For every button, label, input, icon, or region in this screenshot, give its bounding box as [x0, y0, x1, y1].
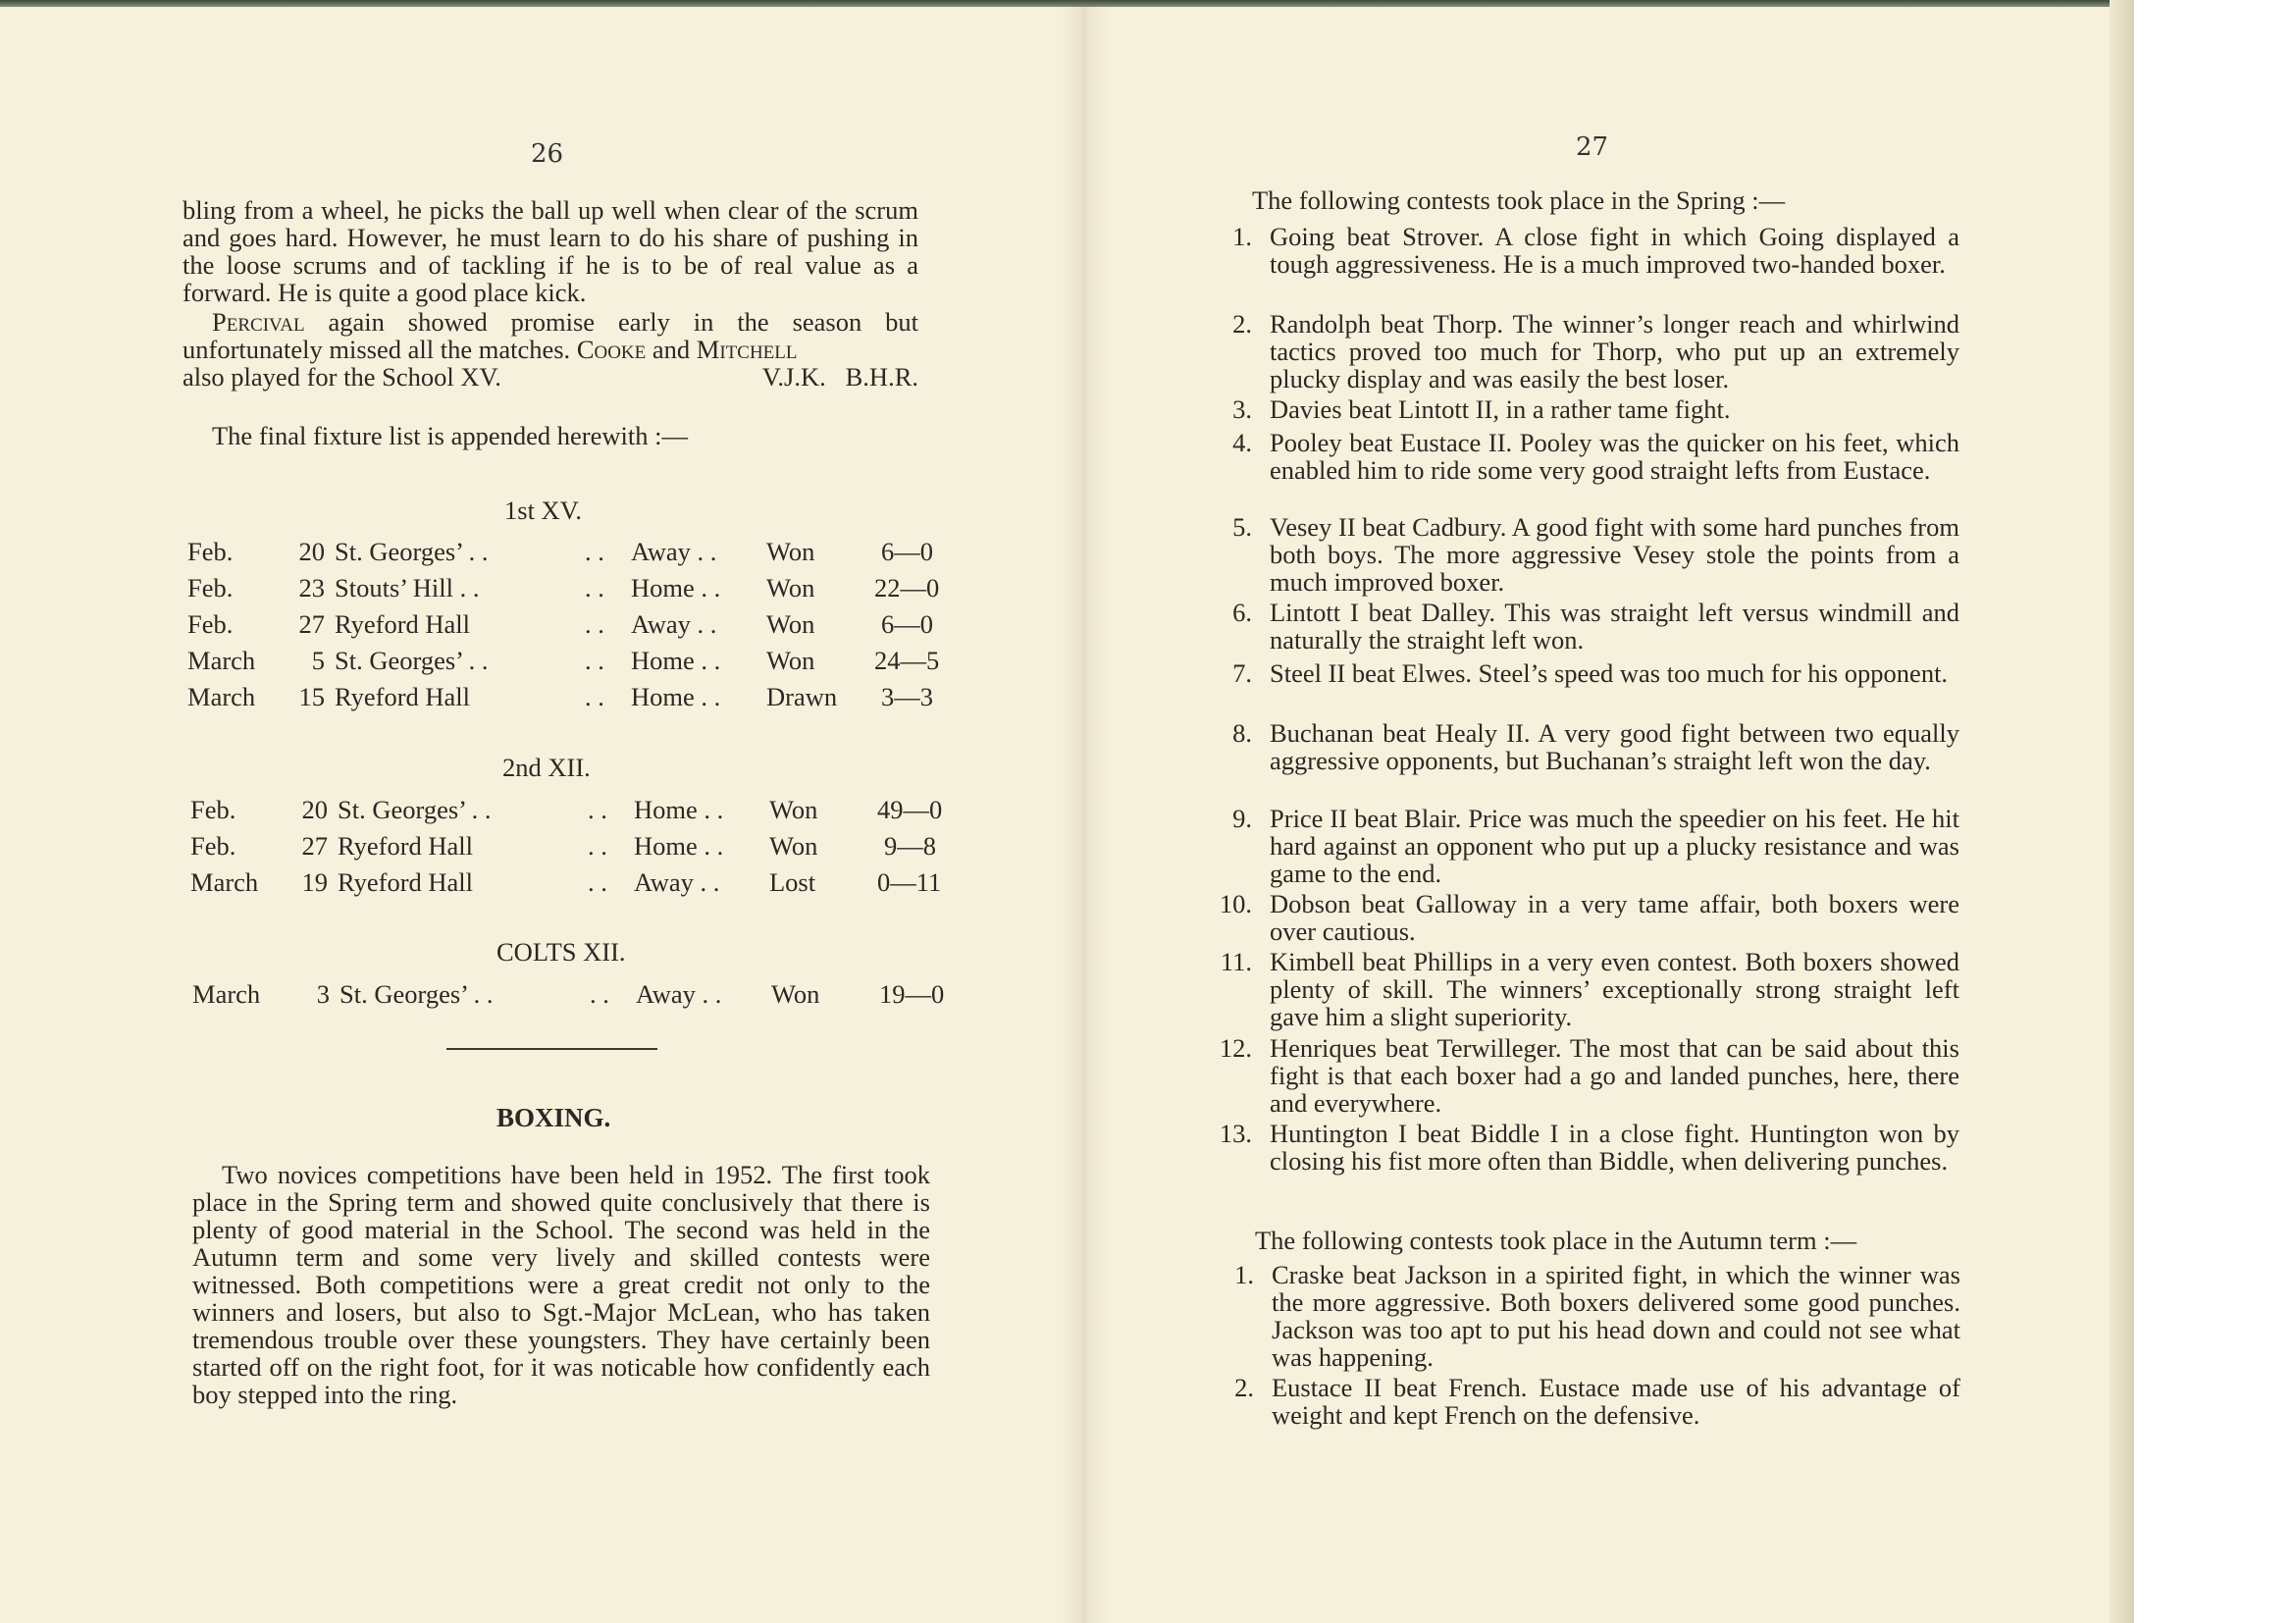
fixture-row [187, 682, 953, 711]
percival-text: again showed promise early in the season but unfortunately missed all the matches. [183, 307, 918, 364]
fixture-score: 49—0 [877, 795, 943, 824]
cooke-name: Cooke [576, 335, 647, 364]
fixture-group-title: COLTS XII. [496, 937, 626, 967]
fixture-venue: Home . . [631, 646, 721, 675]
fixture-opponent: Ryeford Hall [338, 831, 474, 861]
fixture-dots: . . [585, 609, 604, 639]
fixture-opponent: St. Georges’ . . [335, 646, 489, 675]
fixture-opponent: Ryeford Hall [335, 609, 471, 639]
contest-number: 7. [1232, 658, 1252, 688]
fixture-score: 3—3 [881, 682, 933, 711]
contest-item [1232, 718, 1959, 775]
spring-intro: The following contests took place in the Spring :— [1252, 185, 1786, 215]
contest-item [1232, 394, 1959, 424]
fixture-month: Feb. [187, 609, 234, 639]
contest-number: 5. [1232, 512, 1252, 542]
contest-item [1234, 1260, 1960, 1372]
contest-text: Kimbell beat Phillips in a very even contest. Both boxers showed plenty of skill. The winners’ exceptionally strong straight left gave him a slight superiority. [1270, 947, 1959, 1031]
also-played-line [183, 363, 918, 391]
fixture-month: March [187, 682, 256, 711]
fixture-score: 24—5 [874, 646, 940, 675]
fixture-result: Lost [769, 867, 816, 897]
fixture-dots: . . [588, 867, 607, 897]
contest-number: 1. [1232, 222, 1252, 251]
fixture-venue: Away . . [636, 979, 722, 1009]
fixture-score: 19—0 [879, 979, 945, 1009]
fixture-day: 27 [301, 831, 328, 861]
contest-text: Going beat Strover. A close fight in which Going displayed a tough aggressiveness. He is a much improved two-handed boxer. [1270, 222, 1959, 279]
fixture-venue: Away . . [634, 867, 720, 897]
contest-text: Randolph beat Thorp. The winner’s longer reach and whirlwind tactics proved too much for Thorp, who put up an extremely plucky display and was easily the best loser. [1270, 309, 1959, 393]
contest-item [1234, 1373, 1960, 1430]
contest-item [1232, 598, 1959, 654]
section-divider [446, 1048, 657, 1050]
page-edge [2110, 0, 2134, 1623]
fixture-opponent: Stouts’ Hill . . [335, 573, 480, 602]
fixture-row [187, 537, 953, 566]
fixture-row [192, 979, 958, 1009]
fixture-result: Won [766, 573, 815, 602]
fixture-row [187, 573, 953, 602]
contest-text: Buchanan beat Healy II. A very good fight between two equally aggressive opponents, but Buchanan’s straight left won the day. [1270, 718, 1959, 775]
fixture-month: Feb. [190, 831, 236, 861]
fixture-row [190, 867, 956, 897]
fixture-venue: Away . . [631, 537, 717, 566]
book-gutter [1060, 0, 1109, 1623]
autumn-intro: The following contests took place in the Autumn term :— [1255, 1226, 1857, 1255]
and-text: and [646, 335, 697, 364]
fixture-score: 0—11 [877, 867, 942, 897]
fixture-venue: Away . . [631, 609, 717, 639]
fixture-month: Feb. [187, 573, 234, 602]
fixture-dots: . . [585, 573, 604, 602]
fixture-day: 15 [298, 682, 325, 711]
boxing-paragraph-text: Two novices competitions have been held in 1952. The first took place in the Spring term and showed quite conclusively that there is plenty of good material in the School. The second was held in the Autumn term and some very lively and skilled contests were witnessed. Both competitions were a great credit not only to the winners and losers, but also to Sgt.-Major McLean, who has taken tremendous trouble over these youngsters. They have certainly been started off on the right foot, for it was noticable how confidently each boy stepped into the ring. [192, 1160, 930, 1409]
contest-item [1232, 222, 1959, 279]
fixture-day: 23 [298, 573, 325, 602]
contest-item [1232, 658, 1959, 688]
fixture-opponent: St. Georges’ . . [338, 795, 492, 824]
contest-number: 1. [1234, 1260, 1254, 1289]
fixture-result: Drawn [766, 682, 838, 711]
page-number-right: 27 [1576, 132, 1609, 162]
contest-item [1219, 1033, 1959, 1118]
fixture-opponent: Ryeford Hall [335, 682, 471, 711]
contest-item [1232, 804, 1959, 888]
contest-number: 9. [1232, 804, 1252, 833]
contest-number: 10. [1219, 889, 1252, 918]
fixture-row [187, 646, 953, 675]
contest-text: Dobson beat Galloway in a very tame affair, both boxers were over cautious. [1270, 889, 1959, 946]
left-page-body [183, 196, 918, 391]
percival-name: Percival [212, 307, 305, 337]
contest-number: 3. [1232, 394, 1252, 424]
intro-paragraph: bling from a wheel, he picks the ball up well when clear of the scrum and goes hard. However, he must learn to do his share of pushing in the loose scrums and of tackling if he is to be of real value as a forward. He is quite a good place kick. [183, 195, 918, 307]
contest-text: Vesey II beat Cadbury. A good fight with some hard punches from both boys. The more aggressive Vesey stole the points from a much improved boxer. [1270, 512, 1959, 597]
fixture-score: 9—8 [884, 831, 936, 861]
fixture-day: 3 [316, 979, 330, 1009]
fixture-opponent: St. Georges’ . . [335, 537, 489, 566]
fixture-result: Won [766, 646, 815, 675]
fixture-result: Won [769, 831, 818, 861]
fixture-month: March [192, 979, 261, 1009]
fixture-result: Won [771, 979, 820, 1009]
contest-item [1232, 512, 1959, 597]
signature: V.J.K. B.H.R. [761, 362, 918, 392]
fixture-dots: . . [585, 682, 604, 711]
contest-number: 11. [1220, 947, 1252, 976]
contest-text: Lintott I beat Dalley. This was straight left versus windmill and naturally the straight left won. [1270, 598, 1959, 654]
fixture-day: 27 [298, 609, 325, 639]
contest-item [1232, 309, 1959, 393]
contest-number: 4. [1232, 428, 1252, 457]
contest-number: 6. [1232, 598, 1252, 627]
mitchell-name: Mitchell [696, 335, 798, 364]
contest-text: Davies beat Lintott II, in a rather tame fight. [1270, 394, 1731, 424]
page-number-left: 26 [531, 139, 564, 169]
fixture-month: March [187, 646, 256, 675]
contest-text: Huntington I beat Biddle I in a close fight. Huntington won by closing his fist more often than Biddle, when delivering punches. [1270, 1119, 1959, 1176]
contest-item [1219, 889, 1959, 946]
fixture-intro: The final fixture list is appended herewith :— [212, 421, 688, 450]
boxing-heading: BOXING. [496, 1103, 611, 1132]
fixture-venue: Home . . [634, 795, 724, 824]
fixture-opponent: Ryeford Hall [338, 867, 474, 897]
fixture-result: Won [766, 537, 815, 566]
contest-text: Steel II beat Elwes. Steel’s speed was too much for his opponent. [1270, 658, 1949, 688]
contest-text: Eustace II beat French. Eustace made use of his advantage of weight and kept French on the defensive. [1272, 1373, 1960, 1430]
also-text: also played for the School XV. [183, 362, 501, 392]
fixture-row [187, 609, 953, 639]
contest-number: 2. [1234, 1373, 1254, 1402]
fixture-result: Won [766, 609, 815, 639]
fixture-venue: Home . . [634, 831, 724, 861]
fixture-row [190, 795, 956, 824]
fixture-day: 19 [301, 867, 328, 897]
fixture-dots: . . [585, 537, 604, 566]
fixture-day: 20 [298, 537, 325, 566]
fixture-month: March [190, 867, 259, 897]
contest-text: Price II beat Blair. Price was much the speedier on his feet. He hit hard against an opponent who put up a plucky resistance and was game to the end. [1270, 804, 1959, 888]
fixture-month: Feb. [190, 795, 236, 824]
fixture-venue: Home . . [631, 682, 721, 711]
fixture-month: Feb. [187, 537, 234, 566]
contest-number: 2. [1232, 309, 1252, 339]
contest-number: 13. [1219, 1119, 1252, 1148]
fixture-score: 22—0 [874, 573, 940, 602]
contest-item [1232, 428, 1959, 485]
contest-number: 12. [1219, 1033, 1252, 1063]
fixture-dots: . . [588, 831, 607, 861]
contest-number: 8. [1232, 718, 1252, 748]
fixture-dots: . . [585, 646, 604, 675]
fixture-row [190, 831, 956, 861]
fixture-day: 5 [311, 646, 325, 675]
contest-item [1219, 1119, 1959, 1176]
contest-text: Pooley beat Eustace II. Pooley was the quicker on his feet, which enabled him to ride some very good straight lefts from Eustace. [1270, 428, 1959, 485]
fixture-score: 6—0 [881, 537, 933, 566]
percival-paragraph [183, 308, 918, 363]
fixture-day: 20 [301, 795, 328, 824]
contest-text: Henriques beat Terwilleger. The most that can be said about this fight is that each boxer had a go and landed punches, here, there and everywhere. [1270, 1033, 1959, 1118]
contest-item [1220, 947, 1959, 1031]
contest-text: Craske beat Jackson in a spirited fight, in which the winner was the more aggressive. Both boxers delivered some good punches. Jackson was too apt to put his head down and could not see what was happening. [1272, 1260, 1960, 1372]
fixture-score: 6—0 [881, 609, 933, 639]
fixture-group-title: 2nd XII. [502, 753, 591, 782]
fixture-dots: . . [588, 795, 607, 824]
boxing-paragraph [192, 1161, 930, 1408]
fixture-group-title: 1st XV. [504, 496, 583, 525]
fixture-opponent: St. Georges’ . . [339, 979, 494, 1009]
fixture-venue: Home . . [631, 573, 721, 602]
fixture-dots: . . [590, 979, 609, 1009]
fixture-result: Won [769, 795, 818, 824]
